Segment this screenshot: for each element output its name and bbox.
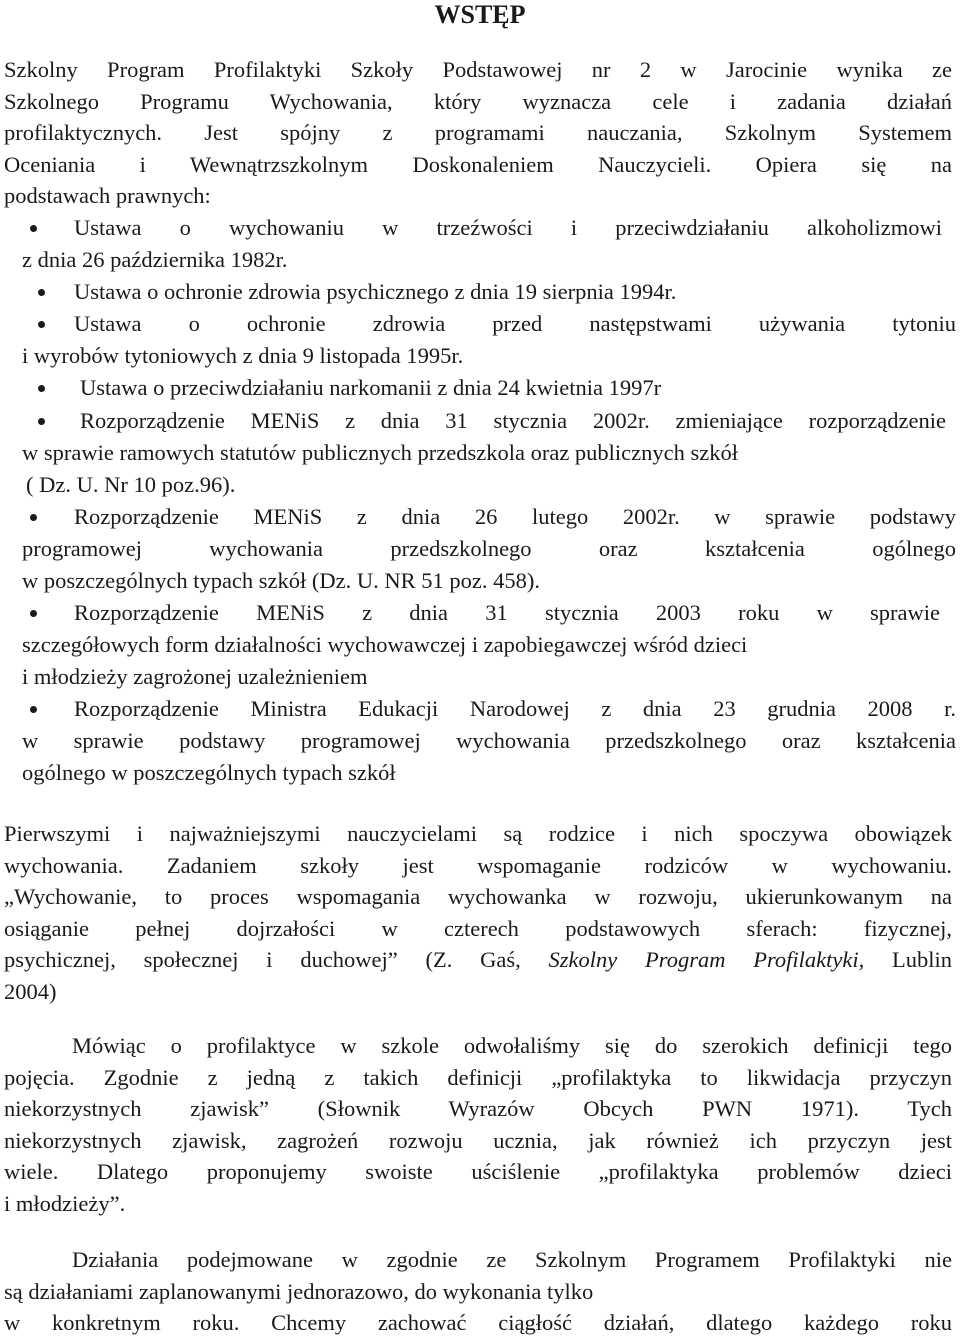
bullet-icon <box>38 418 45 425</box>
list-item-line: Ustawa o wychowaniu w trzeźwości i przeciwdziałaniu alkoholizmowi <box>74 215 942 240</box>
list-item-line: Rozporządzenie MENiS z dnia 31 stycznia 2003 roku w sprawie <box>74 600 940 625</box>
page-title: WSTĘP <box>434 0 526 29</box>
list-item-line: Ustawa o ochronie zdrowia przed następstwami używania tytoniu <box>74 311 956 336</box>
bullet-icon <box>30 225 37 232</box>
actions-paragraph <box>4 1244 952 1339</box>
bullet-icon <box>30 610 37 617</box>
paragraph-line: wychowania. Zadaniem szkoły jest wspomaganie rodziców w wychowaniu. <box>4 852 952 878</box>
paragraph-line: i młodzieży”. <box>4 1190 126 1216</box>
paragraph-line: są działaniami zaplanowanymi jednorazowo, do wykonania tylko <box>4 1278 594 1304</box>
paragraph-line: niekorzystnych zjawisk, zagrożeń rozwoju ucznia, jak również ich przyczyn jest <box>4 1127 952 1153</box>
paragraph-line: Działania podejmowane w zgodnie ze Szkolnym Programem Profilaktyki nie <box>72 1247 952 1272</box>
intro-line: Oceniania i Wewnątrzszkolnym Doskonaleniem Nauczycieli. Opiera się na <box>4 151 952 177</box>
list-item-line: Ustawa o ochronie zdrowia psychicznego z dnia 19 sierpnia 1994r. <box>74 279 677 304</box>
bullet-icon <box>38 321 45 328</box>
list-item-line: ogólnego w poszczególnych typach szkół <box>22 760 396 785</box>
citation-place: Lublin <box>864 947 952 973</box>
paragraph-line: 2004) <box>4 978 57 1004</box>
list-item-line: i młodzieży zagrożonej uzależnieniem <box>22 664 368 689</box>
paragraph-line: osiąganie pełnej dojrzałości w czterech podstawowych sferach: fizycznej, <box>4 915 952 941</box>
bullet-icon <box>38 289 45 296</box>
paragraph-line: „Wychowanie, to proces wspomagania wychowanka w rozwoju, ukierunkowanym na <box>4 884 952 910</box>
paragraph-line: pojęcia. Zgodnie z jedną z takich definicji „profilaktyka to likwidacja przyczyn <box>4 1064 952 1090</box>
intro-line: Szkolnego Programu Wychowania, który wyznacza cele i zadania działań <box>4 88 952 114</box>
intro-line: Szkolny Program Profilaktyki Szkoły Podstawowej nr 2 w Jarocinie wynika ze <box>4 57 952 82</box>
citation-title: Szkolny Program Profilaktyki, <box>548 947 865 973</box>
list-item-line: z dnia 26 października 1982r. <box>22 247 288 272</box>
list-item-line: ( Dz. U. Nr 10 poz.96). <box>26 472 236 497</box>
paragraph-line: Pierwszymi i najważniejszymi nauczycielami są rodzice i nich spoczywa obowiązek <box>4 821 952 846</box>
parents-paragraph <box>4 818 952 1008</box>
bullet-icon <box>30 706 37 713</box>
list-item-line: Rozporządzenie MENiS z dnia 26 lutego 2002r. w sprawie podstawy <box>74 504 956 529</box>
paragraph-line: wiele. Dlatego proponujemy swoiste uściślenie „profilaktyka problemów dzieci <box>4 1159 952 1185</box>
list-item-line: w sprawie ramowych statutów publicznych przedszkola oraz publicznych szkół <box>22 440 739 465</box>
list-item-line: i wyrobów tytoniowych z dnia 9 listopada 1995r. <box>22 343 464 368</box>
list-item-line: Rozporządzenie MENiS z dnia 31 stycznia 2002r. zmieniające rozporządzenie <box>80 408 946 433</box>
intro-paragraph <box>4 54 952 212</box>
bullet-icon <box>30 514 37 521</box>
list-item-line: w sprawie podstawy programowej wychowania przedszkolnego oraz kształcenia <box>22 728 956 753</box>
bullet-icon <box>38 385 45 392</box>
intro-line: profilaktycznych. Jest spójny z programami nauczania, Szkolnym Systemem <box>4 120 952 146</box>
list-item-line: Ustawa o przeciwdziałaniu narkomanii z dnia 24 kwietnia 1997r <box>80 375 662 400</box>
paragraph-line: w konkretnym roku. Chcemy zachować ciągłość działań, dlatego każdego roku <box>4 1310 952 1336</box>
paragraph-line: niekorzystnych zjawisk” (Słownik Wyrazów Obcych PWN 1971). Tych <box>4 1096 952 1122</box>
list-item-line: programowej wychowania przedszkolnego oraz kształcenia ogólnego <box>22 536 956 561</box>
intro-line: podstawach prawnych: <box>4 183 211 209</box>
paragraph-line <box>4 944 952 976</box>
list-item-line: Rozporządzenie Ministra Edukacji Narodowej z dnia 23 grudnia 2008 r. <box>74 696 956 721</box>
citation-text: psychicznej, społecznej i duchowej” (Z. Gaś, <box>4 947 549 973</box>
list-item-line: w poszczególnych typach szkół (Dz. U. NR 51 poz. 458). <box>22 568 540 593</box>
definition-paragraph <box>4 1030 952 1220</box>
list-item-line: szczegółowych form działalności wychowawczej i zapobiegawczej wśród dzieci <box>22 632 748 657</box>
paragraph-line: Mówiąc o profilaktyce w szkole odwołaliśmy się do szerokich definicji tego <box>72 1033 952 1058</box>
